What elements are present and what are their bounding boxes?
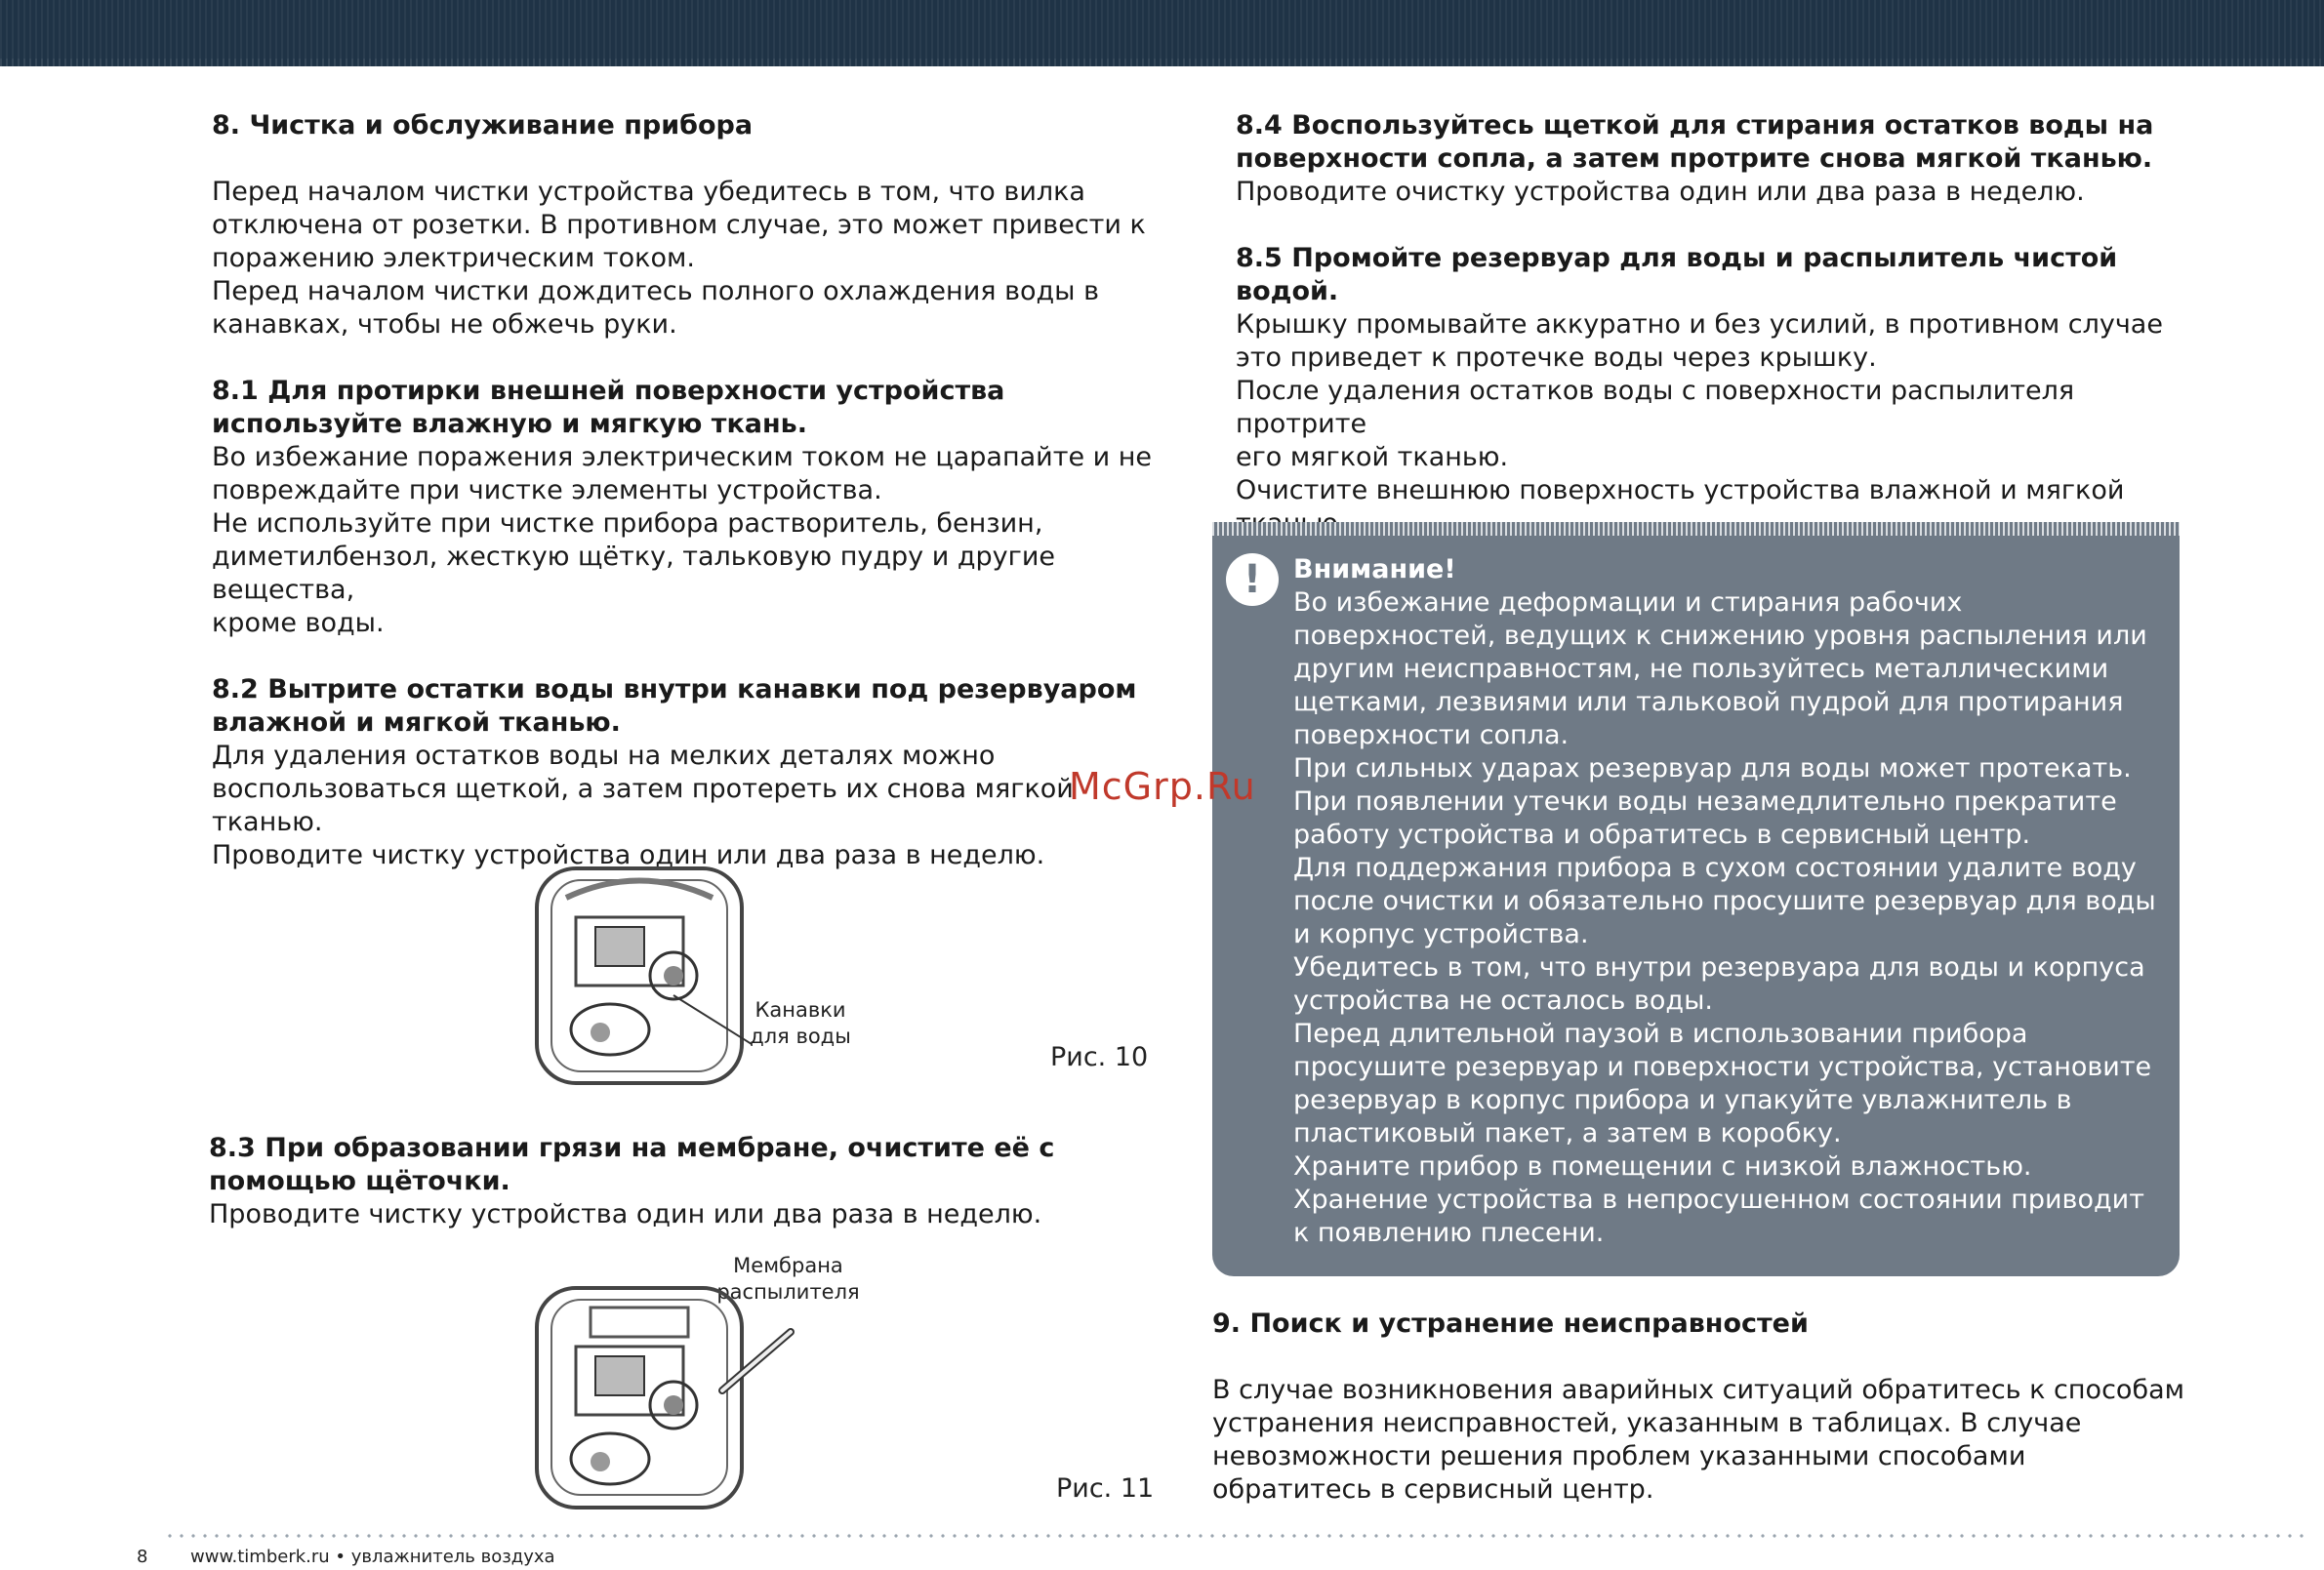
section-8-2 (212, 673, 1188, 872)
warning-line: Во избежание деформации и стирания рабочих (1293, 587, 1963, 618)
humidifier-membrane-drawing (527, 1278, 820, 1517)
warning-line: поверхностей, ведущих к снижению уровня распыления или (1293, 621, 2147, 651)
warning-line: Убедитесь в том, что внутри резервуара для воды и корпуса (1293, 952, 2145, 983)
warning-body (1293, 553, 2162, 1250)
section-8-3 (209, 1132, 1185, 1231)
section-9-line: устранения неисправностей, указанным в таблицах. В случае (1212, 1408, 2082, 1438)
section-8-line: Перед началом чистки устройства убедитесь в том, что вилка (212, 177, 1085, 207)
section-8-title: 8. Чистка и обслуживание прибора (212, 110, 754, 141)
warning-line: устройства не осталось воды. (1293, 986, 1713, 1016)
warning-line: пластиковый пакет, а затем в коробку. (1293, 1118, 1842, 1148)
figure-10 (527, 859, 752, 1093)
section-8-5-line: его мягкой тканью. (1236, 442, 1509, 472)
header-bar (0, 0, 2324, 66)
section-8-4-line: Проводите очистку устройства один или два раза в неделю. (1236, 177, 2085, 207)
section-8-4 (1236, 109, 2182, 209)
section-8-2-line: воспользоваться щеткой, а затем протереть их снова мягкой тканью. (212, 774, 1074, 837)
section-8-1 (212, 375, 1188, 640)
section-8-line: отключена от розетки. В противном случае, это может привести к (212, 210, 1146, 240)
warning-line: Для поддержания прибора в сухом состоянии удалите воду (1293, 853, 2137, 883)
warning-line: после очистки и обязательно просушите резервуар для воды (1293, 886, 2156, 916)
footer-divider (164, 1534, 2311, 1538)
page-number: 8 (137, 1547, 148, 1567)
section-8-line: Перед началом чистки дождитесь полного охлаждения воды в (212, 276, 1099, 306)
section-8-5-line: Очистите внешнюю поверхность устройства влажной и мягкой (1236, 475, 2125, 505)
figure-10-label-line: для воды (750, 1025, 851, 1048)
figure-11-label-line: Мембрана (733, 1254, 843, 1277)
figure-11 (527, 1278, 820, 1517)
section-8-2-line: Проводите чистку устройства один или два раза в неделю. (212, 840, 1045, 870)
section-8-5-line: это приведет к протечке воды через крышку. (1236, 342, 1877, 373)
section-8-1-line: диметилбензол, жесткую щётку, тальковую пудру и другие вещества, (212, 542, 1055, 605)
left-column (212, 109, 1188, 872)
section-8-5-line: Крышку промывайте аккуратно и без усилий, в противном случае (1236, 309, 2163, 340)
figure-11-caption: Рис. 11 (1056, 1473, 1155, 1504)
watermark: McGrp.Ru (1069, 765, 1256, 808)
warning-stripe (1212, 522, 2180, 536)
section-8-1-title: используйте влажную и мягкую ткань. (212, 409, 807, 439)
warning-line: работу устройства и обратитесь в сервисный центр. (1293, 820, 2031, 850)
warning-line: другим неисправностям, не пользуйтесь металлическими (1293, 654, 2109, 684)
section-8-3-title: помощью щёточки. (209, 1166, 510, 1196)
warning-box (1212, 522, 2180, 1276)
warning-line: поверхности сопла. (1293, 720, 1570, 750)
section-8-5-line: После удаления остатков воды с поверхности распылителя протрите (1236, 376, 2075, 439)
section-8-4-title: поверхности сопла, а затем протрите снова мягкой тканью. (1236, 143, 2153, 174)
section-8-4-title: 8.4 Воспользуйтесь щеткой для стирания остатков воды на (1236, 110, 2154, 141)
section-8-5 (1236, 242, 2182, 541)
section-8-1-line: кроме воды. (212, 608, 385, 638)
exclamation-icon: ! (1226, 553, 1279, 606)
section-8 (212, 109, 1188, 342)
warning-line: и корпус устройства. (1293, 919, 1589, 949)
section-8-1-line: Во избежание поражения электрическим током не царапайте и не (212, 442, 1153, 472)
section-8-2-line: Для удаления остатков воды на мелких деталях можно (212, 741, 996, 771)
warning-title: Внимание! (1293, 554, 1456, 584)
humidifier-base-drawing (527, 859, 752, 1093)
footer-site: www.timberk.ru • увлажнитель воздуха (190, 1547, 555, 1567)
warning-line: Храните прибор в помещении с низкой влажностью. (1293, 1151, 2032, 1182)
figure-10-caption: Рис. 10 (1050, 1042, 1149, 1072)
section-8-2-title: 8.2 Вытрите остатки воды внутри канавки под резервуаром (212, 674, 1137, 704)
section-8-1-title: 8.1 Для протирки внешней поверхности устройства (212, 376, 1005, 406)
section-9 (1212, 1308, 2188, 1507)
warning-line: При появлении утечки воды незамедлительно прекратите (1293, 786, 2117, 817)
section-8-1-line: Не используйте при чистке прибора растворитель, бензин, (212, 508, 1043, 539)
warning-line: Хранение устройства в непросушенном состоянии приводит (1293, 1185, 2144, 1215)
warning-line: резервуар в корпус прибора и упакуйте увлажнитель в (1293, 1085, 2072, 1115)
right-column (1236, 109, 2182, 541)
section-8-2-title: влажной и мягкой тканью. (212, 707, 621, 738)
section-9-line: обратитесь в сервисный центр. (1212, 1474, 1654, 1505)
figure-10-label (727, 997, 874, 1050)
warning-line: щетками, лезвиями или тальковой пудрой для протирания (1293, 687, 2124, 717)
section-8-1-line: повреждайте при чистке элементы устройства. (212, 475, 882, 505)
figure-11-label-line: распылителя (716, 1280, 860, 1304)
section-8-line: канавках, чтобы не обжечь руки. (212, 309, 677, 340)
warning-line: к появлению плесени. (1293, 1218, 1605, 1248)
section-9-title: 9. Поиск и устранение неисправностей (1212, 1308, 1809, 1339)
section-8-3-line: Проводите чистку устройства один или два раза в неделю. (209, 1199, 1042, 1229)
warning-line: просушите резервуар и поверхности устройства, установите (1293, 1052, 2152, 1082)
warning-line: При сильных ударах резервуар для воды может протекать. (1293, 753, 2132, 784)
figure-10-label-line: Канавки (754, 998, 846, 1022)
section-8-5-title: 8.5 Промойте резервуар для воды и распылитель чистой водой. (1236, 243, 2118, 306)
section-8-line: поражению электрическим током. (212, 243, 695, 273)
section-8-3-title: 8.3 При образовании грязи на мембране, очистите её с (209, 1133, 1055, 1163)
section-9-line: В случае возникновения аварийных ситуаций обратитесь к способам (1212, 1375, 2185, 1405)
section-9-line: невозможности решения проблем указанными способами (1212, 1441, 2026, 1471)
warning-line: Перед длительной паузой в использовании прибора (1293, 1019, 2028, 1049)
